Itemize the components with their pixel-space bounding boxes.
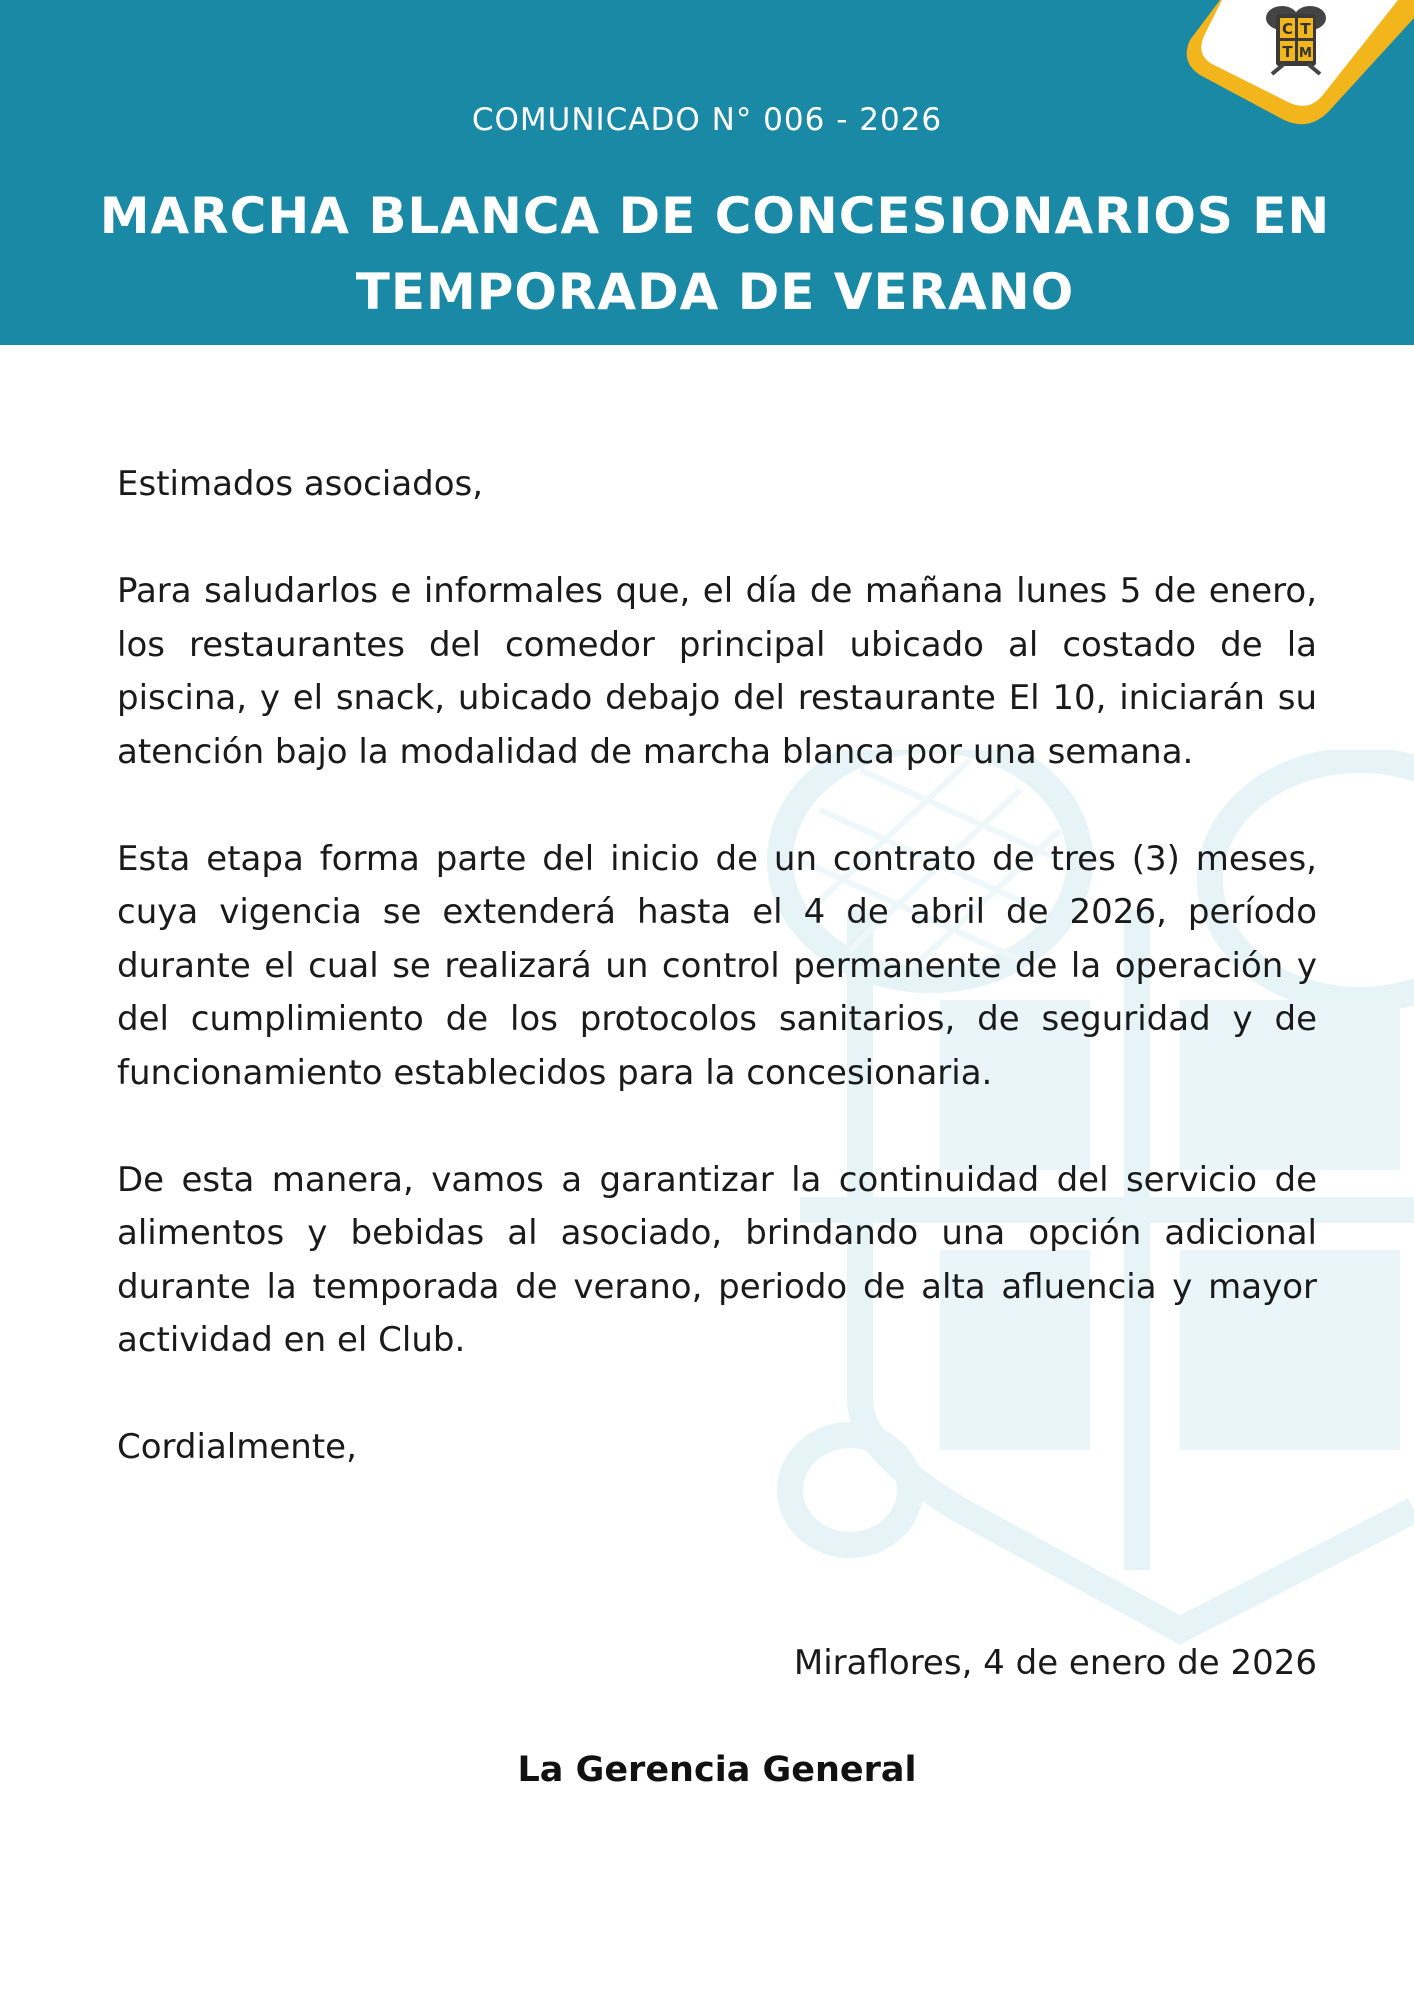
svg-text:C: C	[1281, 20, 1294, 38]
greeting: Estimados asociados,	[117, 464, 484, 504]
letter-date: Miraflores, 4 de enero de 2026	[793, 1643, 1317, 1683]
svg-text:T: T	[1282, 43, 1293, 61]
club-logo	[1160, 0, 1414, 135]
title-line-1: MARCHA BLANCA DE CONCESIONARIOS EN	[99, 187, 1331, 245]
svg-text:M: M	[1299, 46, 1312, 61]
communique-number: COMUNICADO N° 006 - 2026	[471, 102, 943, 138]
closing: Cordialmente,	[117, 1427, 357, 1467]
letter-body	[117, 458, 1317, 1528]
svg-text:T: T	[1300, 20, 1311, 38]
paragraph-3: De esta manera, vamos a garantizar la continuidad del servicio de alimentos y bebidas al asociado, brindando una opción adicional durante la temporada de verano, periodo de alta afluencia y mayor actividad en el Club.	[117, 1159, 1317, 1360]
paragraph-1: Para saludarlos e informales que, el día de mañana lunes 5 de enero, los restaurantes del comedor principal ubicado al costado de la piscina, y el snack, ubicado debajo del restaurante El 10, iniciarán su atención bajo la modalidad de marcha blanca por una semana.	[117, 571, 1317, 772]
paragraph-2: Esta etapa forma parte del inicio de un contrato de tres (3) meses, cuya vigencia se extenderá hasta el 4 de abril de 2026, período durante el cual se realizará un control permanente de la operación y del cumplimiento de los protocolos sanitarios, de seguridad y de funcionamiento establecidos para la concesionaria.	[117, 838, 1317, 1093]
signature: La Gerencia General	[517, 1750, 917, 1790]
page-title	[60, 178, 1370, 330]
title-line-2: TEMPORADA DE VERANO	[355, 263, 1075, 321]
